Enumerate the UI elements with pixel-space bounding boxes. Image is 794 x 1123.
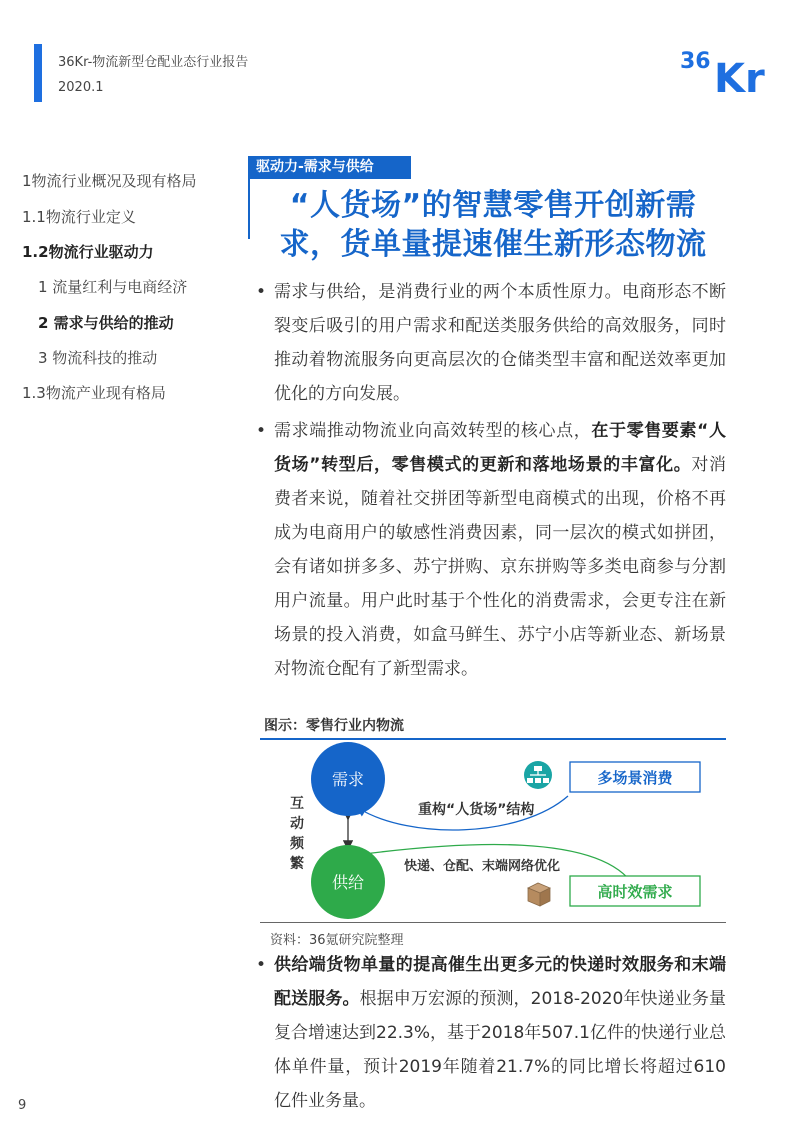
paragraph-2-bold: 在于零售要素“人货场”转型后，零售模式的更新和落地场景的丰富化。 [274, 421, 726, 475]
36kr-logo [680, 42, 772, 96]
page-heading [258, 186, 728, 264]
toc-subitem-1[interactable]: 1 流量红利与电商经济 [38, 278, 188, 296]
paragraph-3-bold: 供给端货物单量的提高催生出更多元的快递时效服务和末端配送服务。 [274, 955, 726, 1009]
figure-title: 图示：零售行业内物流 [264, 718, 404, 734]
package-icon [528, 883, 550, 906]
svg-text:36: 36 [680, 49, 711, 74]
paragraph-2-lead: 需求端推动物流业向高效转型的核心点， [274, 421, 592, 441]
restructure-label: 重构“人货场”结构 [418, 802, 535, 818]
toc-item-1-3[interactable]: 1.3物流产业现有格局 [22, 384, 166, 402]
section-tag: 驱动力-需求与供给 [248, 156, 411, 179]
bullet: • [256, 955, 267, 975]
retail-logistics-diagram [260, 742, 726, 922]
report-title: 36Kr-物流新型仓配业态行业报告 [58, 55, 249, 70]
heading-line-1: “人货场”的智慧零售开创新需 [289, 188, 697, 223]
interaction-label: 互动频繁 [290, 796, 304, 872]
header-accent-bar [34, 44, 42, 102]
heading-line-2: 求，货单量提速催生新形态物流 [279, 227, 707, 262]
svg-text:Kr: Kr [714, 56, 765, 96]
toc-item-1-1[interactable]: 1.1物流行业定义 [22, 208, 136, 226]
paragraph-1-text: 需求与供给，是消费行业的两个本质性原力。电商形态不断裂变后吸引的用户需求和配送类服务供给的高效服务，同时推动着物流服务向更高层次的仓储类型丰富和配送效率更加优化的方向发展。 [274, 282, 726, 404]
toc-subitem-3[interactable]: 3 物流科技的推动 [38, 349, 158, 367]
supply-label: 供给 [331, 873, 365, 892]
paragraph-3 [256, 948, 726, 1118]
figure-bottom-rule [260, 922, 726, 923]
section-tag-line [248, 179, 250, 239]
figure-top-rule [260, 738, 726, 740]
bullet: • [256, 282, 267, 302]
demand-label: 需求 [331, 770, 365, 789]
toc-item-1[interactable]: 1物流行业概况及现有格局 [22, 172, 197, 190]
paragraph-2 [256, 414, 726, 686]
report-date: 2020.1 [58, 80, 104, 95]
page-number: 9 [18, 1098, 27, 1113]
toc-subitem-2[interactable]: 2 需求与供给的推动 [38, 314, 174, 332]
bullet: • [256, 421, 267, 441]
paragraph-2-rest: 对消费者来说，随着社交拼团等新型电商模式的出现，价格不再成为电商用户的敏感性消费因素，同一层次的模式如拼团，会有诸如拼多多、苏宁拼购、京东拼购等多类电商参与分割用户流量。用户此时基于个性化的消费需求，会更专注在新场景的投入消费，如盒马鲜生、苏宁小店等新业态、新场景对物流仓配有了新型需求。 [274, 455, 727, 679]
toc-item-1-2[interactable]: 1.2物流行业驱动力 [22, 243, 154, 261]
network-optimization-label: 快递、仓配、末端网络优化 [404, 859, 561, 874]
paragraph-3-rest: 根据申万宏源的预测，2018-2020年快递业务量复合增速达到22.3%，基于2018年507.1亿件的快递行业总体单件量，预计2019年随着21.7%的同比增长将超过610亿件业务量。 [274, 989, 726, 1111]
paragraph-1 [256, 275, 726, 411]
high-timeliness-label: 高时效需求 [597, 883, 673, 901]
multi-scene-label: 多场景消费 [597, 769, 673, 787]
figure-source: 资料：36氪研究院整理 [270, 933, 404, 948]
